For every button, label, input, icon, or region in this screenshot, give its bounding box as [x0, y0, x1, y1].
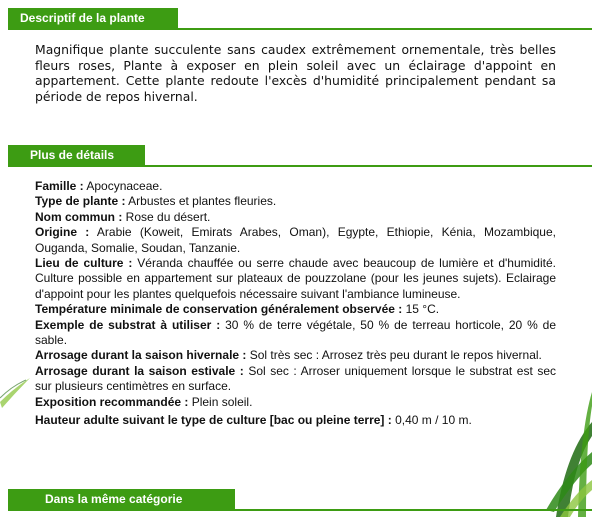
detail-label: Nom commun : [35, 209, 123, 224]
detail-growing-place [35, 256, 556, 302]
detail-value: Sol très sec : Arrosez très peu durant le repos hivernal. [246, 348, 542, 363]
detail-summer-watering [35, 364, 556, 395]
detail-value: 15 °C. [402, 302, 440, 317]
detail-exposure [35, 395, 556, 410]
detail-label: Exemple de substrat à utiliser : [35, 317, 221, 332]
section-divider [8, 28, 592, 30]
section-tab-details: Plus de détails [8, 145, 145, 165]
detail-adult-height [35, 413, 556, 428]
section-divider [8, 165, 592, 167]
detail-origin [35, 225, 556, 256]
palm-leaf-left-icon [0, 368, 32, 408]
section-divider [8, 509, 592, 511]
detail-min-temperature [35, 302, 556, 317]
detail-label: Température minimale de conservation généralement observée : [35, 302, 403, 317]
detail-value: Plein soleil. [188, 394, 253, 409]
plant-details-list [35, 179, 556, 429]
detail-value: Arabie (Koweit, Emirats Arabes, Oman), Egypte, Ethiopie, Kénia, Mozambique, Ouganda, Somalie, Soudan, Tanzanie. [35, 225, 556, 255]
detail-value: Sol sec : Arroser uniquement lorsque le substrat est sec sur plusieurs centimètres en surface. [35, 363, 556, 394]
detail-value: 0,40 m / 10 m. [391, 413, 472, 428]
detail-common-name [35, 210, 556, 225]
detail-label: Arrosage durant la saison hivernale : [35, 348, 247, 363]
detail-value: Apocynaceae. [83, 179, 163, 193]
detail-value: Véranda chauffée ou serre chaude avec beaucoup de lumière et d'humidité. Culture possible en appartement sur plateaux de pouzzolane (pour les jeunes sujets). Eclairage d'appoint pour les plantes quelquefois nécessaire suivant l'ambiance lumineuse. [35, 256, 556, 301]
detail-value: Arbustes et plantes fleuries. [125, 194, 277, 209]
section-tab-description: Descriptif de la plante [8, 8, 178, 28]
detail-plant-type [35, 194, 556, 209]
detail-substrate [35, 318, 556, 349]
detail-label: Hauteur adulte suivant le type de culture [bac ou pleine terre] : [35, 413, 392, 428]
plant-description: Magnifique plante succulente sans caudex extrêmement ornementale, très belles fleurs roses, Plante à exposer en plein soleil avec un éclairage d'appoint en appartement. Cette plante redoute l'excès d'humidité principalement pendant sa période de repos hivernal. [35, 42, 556, 104]
detail-value: Rose du désert. [122, 209, 211, 224]
detail-label: Famille : [35, 179, 84, 193]
detail-label: Arrosage durant la saison estivale : [35, 363, 244, 378]
section-tab-same-category: Dans la même catégorie [8, 489, 235, 509]
detail-label: Exposition recommandée : [35, 394, 189, 409]
detail-label: Type de plante : [35, 194, 126, 209]
detail-value: 30 % de terre végétale, 50 % de terreau horticole, 20 % de sable. [35, 317, 556, 348]
detail-winter-watering [35, 348, 556, 363]
detail-family [35, 179, 556, 194]
detail-label: Lieu de culture : [35, 256, 133, 271]
detail-label: Origine : [35, 225, 90, 240]
